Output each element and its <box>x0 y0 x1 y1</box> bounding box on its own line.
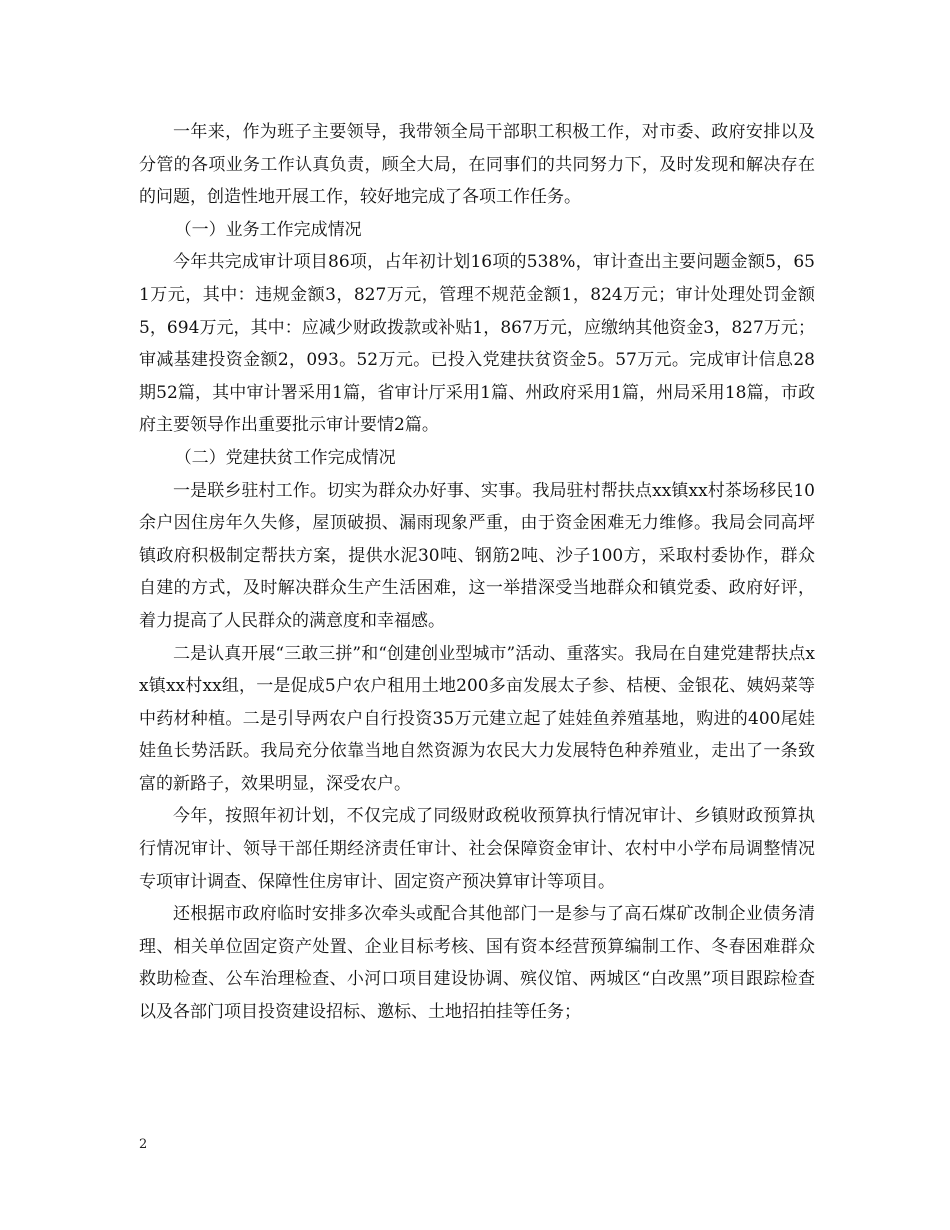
page-number: 2 <box>139 1137 148 1152</box>
section-heading-party-poverty-work: （二）党建扶贫工作完成情况 <box>174 447 396 468</box>
paragraph-annual-plan-audits: 今年，按照年初计划，不仅完成了同级财政税收预算执行情况审计、乡镇财政预算执行情况审计、领导干部任期经济责任审计、社会保障资金审计、农村中小学布局调整情况专项审计调查、保障性住房审计、固定资产预决算审计等项目。 <box>139 806 815 892</box>
document-body <box>139 116 815 1029</box>
paragraph-village-work: 一是联乡驻村工作。切实为群众办好事、实事。我局驻村帮扶点xx镇xx村茶场移民10余户因住房年久失修，屋顶破损、漏雨现象严重，由于资金困难无力维修。我局会同高坪镇政府积极制定帮扶方案，提供水泥30吨、钢筋2吨、沙子100方，采取村委协作，群众自建的方式，及时解决群众生产生活困难，这一举措深受当地群众和镇党委、政府好评，着力提高了人民群众的满意度和幸福感。 <box>139 480 815 631</box>
paragraph-temporary-assignments: 还根据市政府临时安排多次牵头或配合其他部门一是参与了高石煤矿改制企业债务清理、相关单位固定资产处置、企业目标考核、国有资本经营预算编制工作、冬春困难群众救助检查、公车治理检查、小河口项目建设协调、殡仪馆、两城区“白改黑”项目跟踪检查以及各部门项目投资建设招标、邀标、土地招拍挂等任务； <box>139 904 815 1023</box>
paragraph-summary: 一年来，作为班子主要领导，我带领全局干部职工积极工作，对市委、政府安排以及分管的各项业务工作认真负责，顾全大局，在同事们的共同努力下，及时发现和解决存在的问题，创造性地开展工作，较好地完成了各项工作任务。 <box>139 122 815 208</box>
section-heading-business-work: （一）业务工作完成情况 <box>174 219 362 240</box>
paragraph-audit-results: 今年共完成审计项目86项，占年初计划16项的538%，审计查出主要问题金额5，651万元，其中：违规金额3，827万元，管理不规范金额1，824万元；审计处理处罚金额5，694万元，其中：应减少财政拨款或补贴1，867万元，应缴纳其他资金3，827万元；审减基建投资金额2，093。52万元。已投入党建扶贫资金5。57万元。完成审计信息28期52篇，其中审计署采用1篇，省审计厅采用1篇、州政府采用1篇，州局采用18篇，市政府主要领导作出重要批示审计要情2篇。 <box>139 252 815 436</box>
paragraph-campaign-activities: 二是认真开展“三敢三拼”和“创建创业型城市”活动、重落实。我局在自建党建帮扶点xx镇xx村xx组，一是促成5户农户租用土地200多亩发展太子参、桔梗、金银花、姨妈菜等中药材种植。二是引导两农户自行投资35万元建立起了娃娃鱼养殖基地，购进的400尾娃娃鱼长势活跃。我局充分依靠当地自然资源为农民大力发展特色种养殖业，走出了一条致富的新路子，效果明显，深受农户。 <box>139 643 815 794</box>
